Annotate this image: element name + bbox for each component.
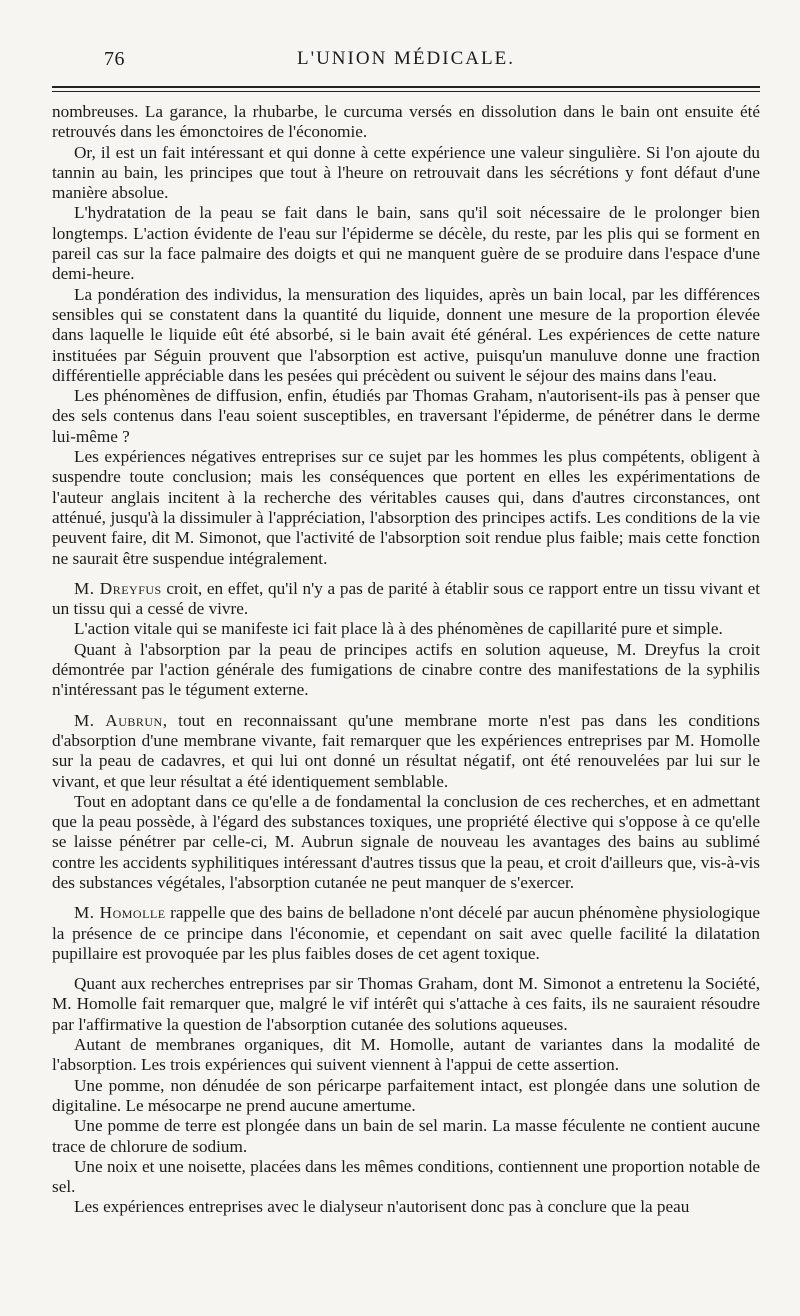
- paragraph: [52, 1035, 760, 1076]
- page-number: 76: [104, 48, 125, 70]
- paragraph: [52, 974, 760, 1035]
- paragraph: [52, 143, 760, 204]
- paragraph-text: Les expériences négatives entreprises sur ce sujet par les hommes les plus compétents, obligent à suspendre toute conclusion; mais les conséquences que portent en elles les expérimentations de l'auteur anglais incitent à la recherche des véritables causes qui, dans d'autres circonstances, ont atténué, jusqu'à la dissimuler à l'appréciation, l'absorption des principes actifs. Les conditions de la vie peuvent faire, dit M. Simonot, que l'activité de l'absorption soit rendue plus faible; mais cette fonction ne saurait être suspendue intégralement.: [52, 447, 760, 568]
- paragraph: [52, 903, 760, 964]
- paragraph: [52, 640, 760, 701]
- paragraph-text: Autant de membranes organiques, dit M. Homolle, autant de variantes dans la modalité de l'absorption. Les trois expériences qui suivent viennent à l'appui de cette assertion.: [52, 1035, 760, 1075]
- paragraph-text: L'action vitale qui se manifeste ici fait place là à des phénomènes de capillarité pure et simple.: [74, 619, 723, 639]
- paragraph: [52, 386, 760, 447]
- paragraph-text: Quant à l'absorption par la peau de principes actifs en solution aqueuse, M. Dreyfus la croit démontrée par l'action générale des fumigations de cinabre contre des manifestations de la syphilis n'intéressant pas le tégument externe.: [52, 639, 760, 700]
- body-text: [52, 102, 760, 1218]
- paragraph: [52, 1197, 760, 1217]
- paragraph-text: Les expériences entreprises avec le dialyseur n'autorisent donc pas à conclure que la peau: [74, 1197, 690, 1217]
- paragraph: [52, 579, 760, 620]
- paragraph-text: nombreuses. La garance, la rhubarbe, le curcuma versés en dissolution dans le bain ont ensuite été retrouvés dans les émonctoires de l'économie.: [52, 102, 760, 142]
- speaker-name: M. Aubrun: [74, 710, 163, 730]
- paragraph: [52, 1116, 760, 1157]
- paragraph-text: Une pomme de terre est plongée dans un bain de sel marin. La masse féculente ne contient aucune trace de chlorure de sodium.: [52, 1116, 760, 1156]
- paragraph-text: L'hydratation de la peau se fait dans le bain, sans qu'il soit nécessaire de le prolonger bien longtemps. L'action évidente de l'eau sur l'épiderme se décèle, du reste, par les plis qui se forment en pareil cas sur la face palmaire des doigts et qui ne manquent guère de se produire dans l'espace d'une demi-heure.: [52, 203, 760, 284]
- running-head: [52, 0, 760, 80]
- paragraph: [52, 285, 760, 386]
- paragraph: [52, 711, 760, 792]
- paragraph-text: Tout en adoptant dans ce qu'elle a de fondamental la conclusion de ces recherches, et en admettant que la peau possède, à l'égard des substances toxiques, une propriété élective qui s'oppose à ce qu'elle se laisse pénétrer par celle-ci, M. Aubrun signale de nouveau les avantages des bains au sublimé contre les accidents syphilitiques intéressant d'autres tissus que la peau, et croit d'ailleurs que, vis-à-vis des substances végétales, l'absorption cutanée ne peut manquer de s'exercer.: [52, 791, 760, 892]
- paragraph: [52, 447, 760, 569]
- paragraph-text: Les phénomènes de diffusion, enfin, étudiés par Thomas Graham, n'autorisent-ils pas à penser que des sels contenus dans l'eau soient susceptibles, en traversant l'épiderme, de pénétrer dans le derme lui-même ?: [52, 386, 760, 446]
- paragraph: [52, 1076, 760, 1117]
- paragraph-text: La pondération des individus, la mensuration des liquides, après un bain local, par les différences sensibles qui se constatent dans la quantité du liquide, donnent une mesure de la proportion élevée dans laquelle le liquide eût été absorbé, si le bain avait été général. Les expériences de cette nature instituées par Séguin prouvent que l'absorption est active, puisqu'un manuluve donne une fraction différentielle appréciable dans les pesées qui précèdent ou suivent le séjour des mains dans l'eau.: [52, 284, 760, 385]
- paragraph-text: croit, en effet, qu'il n'y a pas de parité à établir sous ce rapport entre un tissu vivant et un tissu qui a cessé de vivre.: [52, 578, 760, 619]
- header-rule-thin: [52, 91, 760, 92]
- paragraph-text: Quant aux recherches entreprises par sir Thomas Graham, dont M. Simonot a entretenu la Société, M. Homolle fait remarquer que, malgré le vif intérêt qui s'attache à ces faits, ils ne sauraient résoudre par l'affirmative la question de l'absorption cutanée des solutions aqueuses.: [52, 974, 760, 1034]
- paragraph: [52, 102, 760, 143]
- journal-title: L'UNION MÉDICALE.: [297, 48, 515, 69]
- paragraph: [52, 792, 760, 893]
- paragraph: [52, 619, 760, 639]
- speaker-name: M. Homolle: [74, 903, 166, 923]
- paragraph-text: Une pomme, non dénudée de son péricarpe parfaitement intact, est plongée dans une solution de digitaline. Le mésocarpe ne prend aucune amertume.: [52, 1075, 760, 1115]
- paragraph: [52, 203, 760, 284]
- speaker-name: M. Dreyfus: [74, 578, 162, 598]
- paragraph: [52, 1157, 760, 1198]
- paragraph-text: rappelle que des bains de belladone n'ont décelé par aucun phénomène physiologique la présence de ce principe dans l'économie, et cependant on sait avec quelle facilité la dilatation pupillaire est provoquée par les plus faibles doses de cet agent toxique.: [52, 903, 760, 963]
- paragraph-text: Or, il est un fait intéressant et qui donne à cette expérience une valeur singulière. Si l'on ajoute du tannin au bain, les principes que tout à l'heure on retrouvait dans les sécrétions y font défaut d'une manière absolue.: [52, 142, 760, 203]
- header-rule: [52, 86, 760, 88]
- paragraph-text: Une noix et une noisette, placées dans les mêmes conditions, contiennent une proportion notable de sel.: [52, 1156, 760, 1197]
- paragraph-text: , tout en reconnaissant qu'une membrane morte n'est pas dans les conditions d'absorption d'une membrane vivante, fait remarquer que les expériences entreprises par M. Homolle sur la peau de cadavres, et qui lui ont donné un résultat négatif, ont été renouvelées par lui sur le vivant, et que leur résultat a été identiquement semblable.: [52, 710, 760, 791]
